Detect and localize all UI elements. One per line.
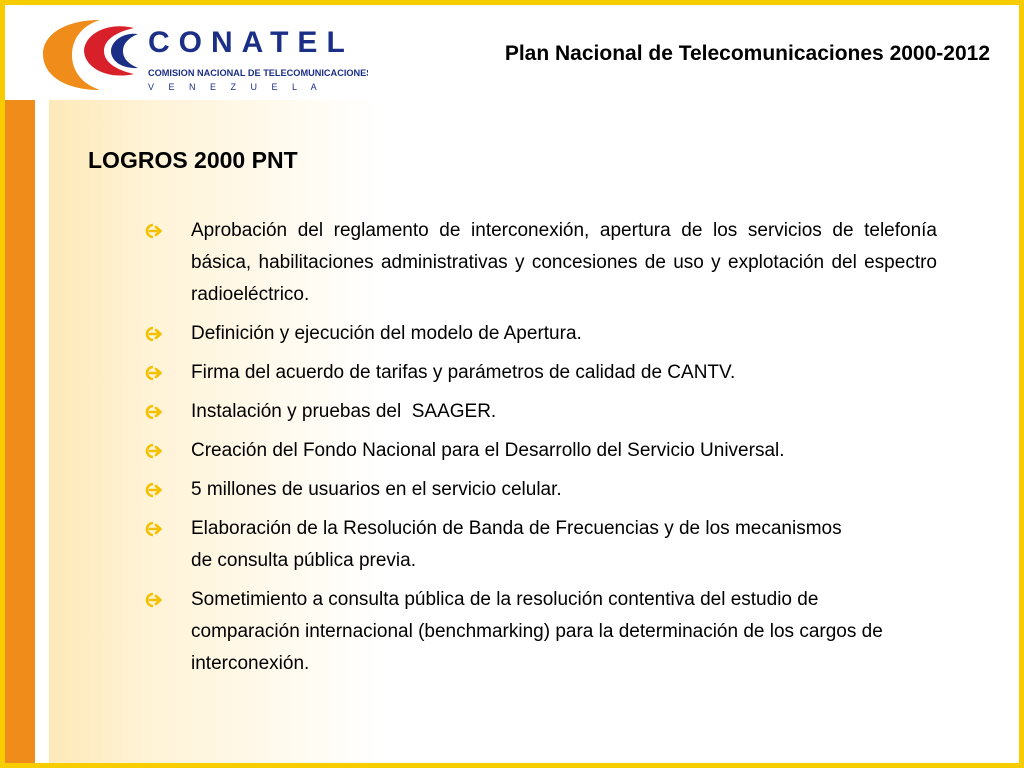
arrow-right-circle-icon (145, 513, 191, 537)
list-item (145, 435, 937, 467)
list-item-text: Creación del Fondo Nacional para el Desarrollo del Servicio Universal. (191, 440, 785, 461)
logo-tagline: COMISION NACIONAL DE TELECOMUNICACIONES (148, 68, 368, 78)
frame-right (1019, 0, 1024, 768)
white-vertical-strip (35, 18, 49, 763)
page-title: Plan Nacional de Telecomunicaciones 2000-2012 (504, 42, 990, 65)
arrow-right-circle-icon (145, 396, 191, 420)
list-item-text: Firma del acuerdo de tarifas y parámetros de calidad de CANTV. (191, 362, 736, 383)
arrow-right-circle-icon (145, 215, 191, 239)
logo-country: V E N E Z U E L A (148, 82, 323, 92)
list-item (145, 215, 937, 311)
arrow-right-circle-icon (145, 318, 191, 342)
logo-wordmark: CONATEL (148, 26, 354, 59)
achievements-list (145, 215, 937, 687)
conatel-swoosh-icon (43, 20, 138, 90)
frame-bottom (0, 763, 1024, 768)
list-item (145, 474, 937, 506)
frame-top (0, 0, 1024, 5)
list-item-text: Sometimiento a consulta pública de la resolución contentiva del estudio de comparación internacional (benchmarking) para la determinación de los cargos de interconexión. (191, 589, 883, 674)
list-item (145, 584, 937, 680)
list-item-text: Instalación y pruebas del SAAGER. (191, 401, 497, 422)
conatel-logo (38, 14, 368, 96)
arrow-right-circle-icon (145, 435, 191, 459)
list-item-text: 5 millones de usuarios en el servicio celular. (191, 479, 562, 500)
list-item-text: Aprobación del reglamento de interconexión, apertura de los servicios de telefonía básica, habilitaciones administrativas y concesiones de uso y explotación del espectro radioeléctrico. (191, 220, 937, 305)
arrow-right-circle-icon (145, 584, 191, 608)
list-item-text: Elaboración de la Resolución de Banda de Frecuencias y de los mecanismos de consulta pública previa. (191, 518, 842, 571)
list-item (145, 513, 937, 577)
list-item (145, 396, 937, 428)
arrow-right-circle-icon (145, 357, 191, 381)
arrow-right-circle-icon (145, 474, 191, 498)
list-item (145, 357, 937, 389)
section-heading: LOGROS 2000 PNT (88, 147, 298, 173)
list-item (145, 318, 937, 350)
list-item-text: Definición y ejecución del modelo de Apertura. (191, 323, 582, 344)
